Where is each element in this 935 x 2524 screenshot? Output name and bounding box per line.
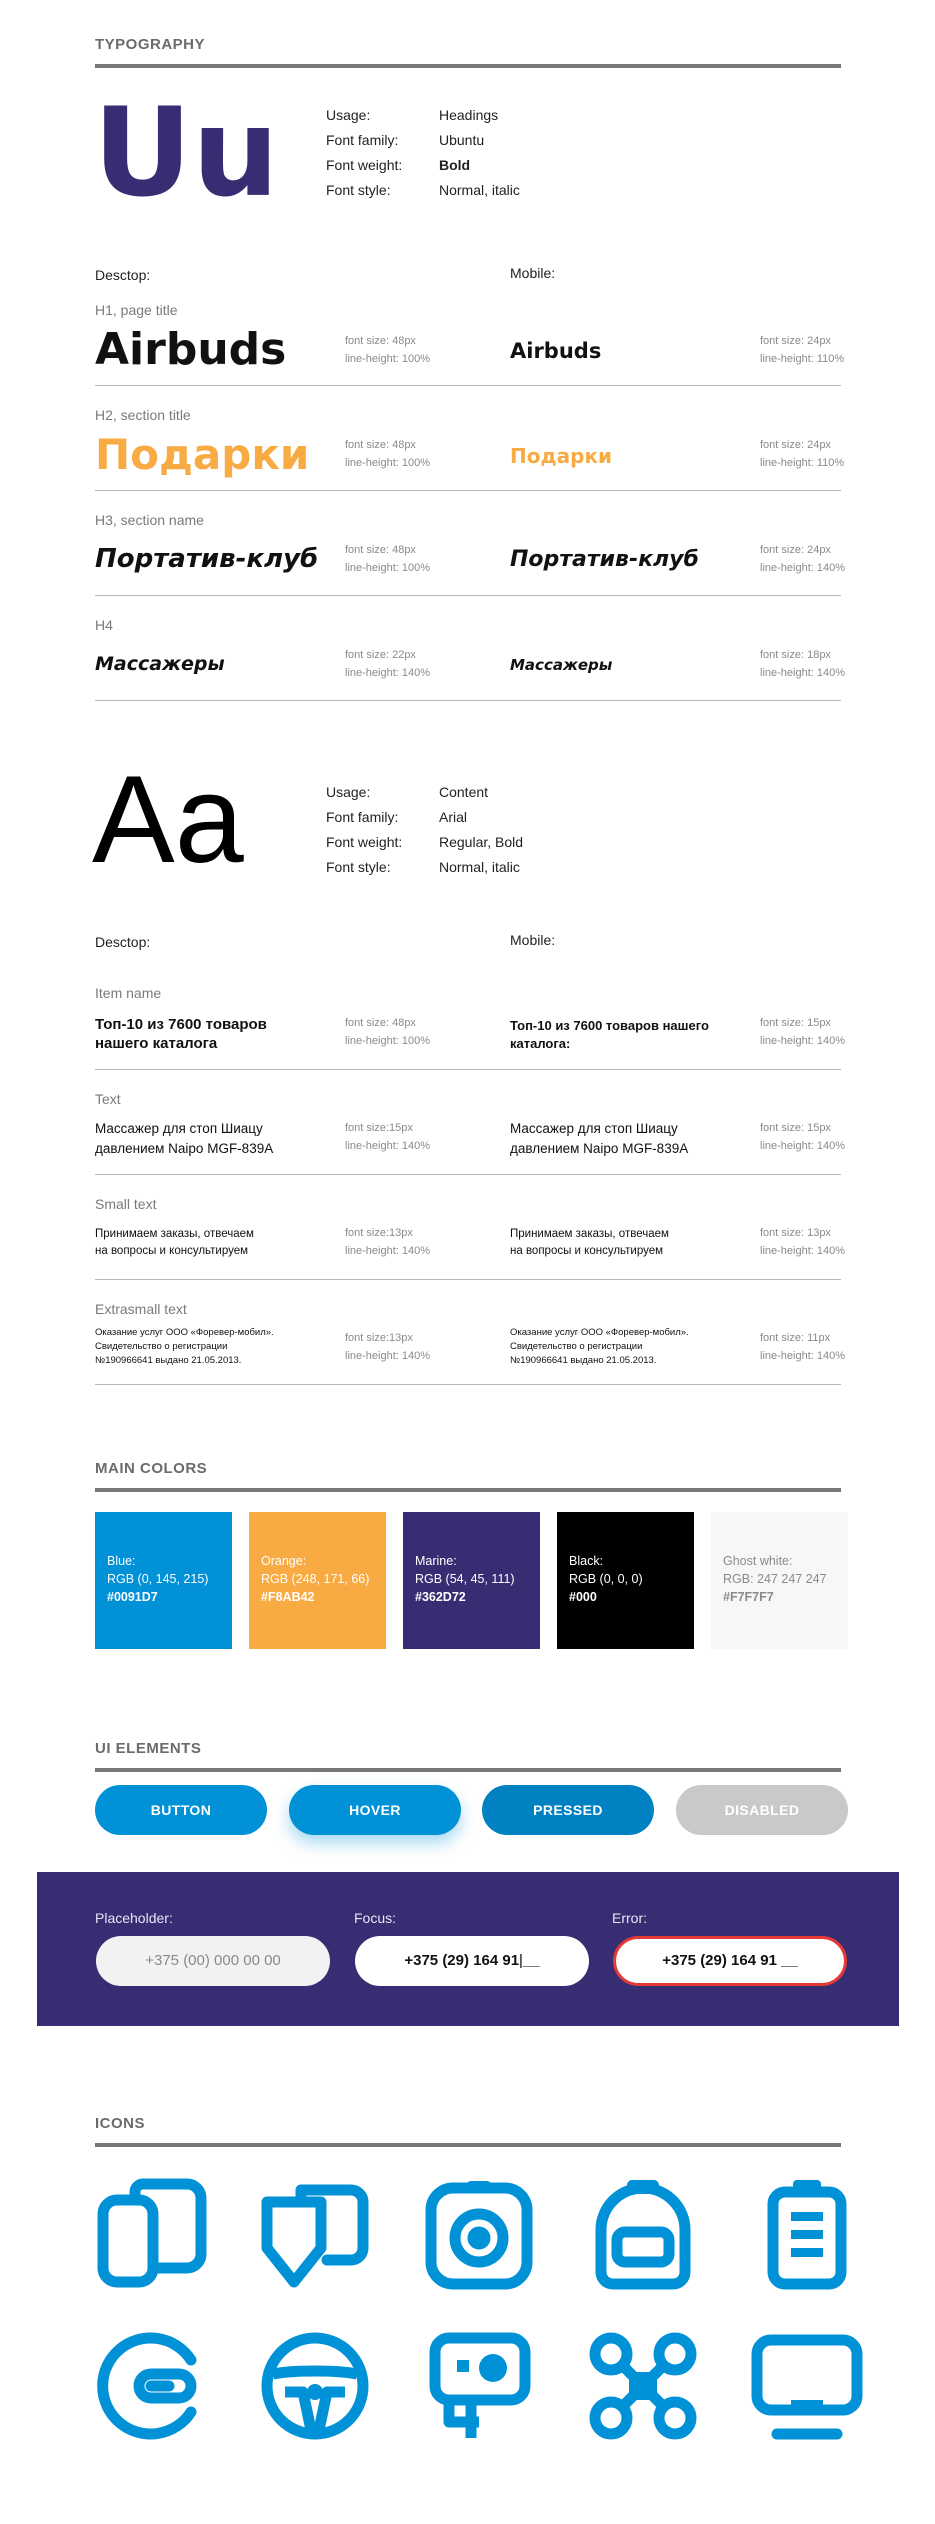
button-normal[interactable]: BUTTON: [95, 1785, 267, 1835]
h4-divider: [95, 700, 841, 701]
item-name-level-name: Item name: [95, 985, 162, 1001]
item-name-divider: [95, 1069, 841, 1070]
heading-desktop-label: Desctop:: [95, 267, 151, 283]
placeholder-field-label: Placeholder:: [95, 1910, 173, 1926]
extrasmall-text-mobile-meta: font size: 11px line-height: 140%: [760, 1332, 846, 1362]
battery-icon: [751, 2178, 863, 2290]
h4-mobile-meta: font size: 18px line-height: 140%: [760, 649, 846, 679]
text-mobile-meta: font size: 15px line-height: 140%: [760, 1122, 846, 1152]
heading-mobile-label: Mobile:: [510, 265, 556, 281]
button-pressed[interactable]: PRESSED: [482, 1785, 654, 1835]
text-desktop-meta: font size:15px line-height: 140%: [345, 1122, 431, 1152]
h1-mobile-sample: Airbuds: [510, 339, 602, 363]
h3-divider: [95, 595, 841, 596]
monitor-icon: [751, 2330, 863, 2442]
charger-cable-icon: [95, 2330, 207, 2442]
typography-section-title: TYPOGRAPHY: [95, 36, 206, 53]
h3-mobile-meta: font size: 24px line-height: 140%: [760, 544, 846, 574]
item-name-desktop-meta: font size: 48px line-height: 100%: [345, 1017, 431, 1047]
text-divider: [95, 1174, 841, 1175]
backpack-icon: [587, 2178, 699, 2290]
extrasmall-text-desktop-meta: font size:13px line-height: 140%: [345, 1332, 431, 1362]
h4-mobile-sample: Массажеры: [510, 656, 613, 674]
h2-divider: [95, 490, 841, 491]
h4-desktop-sample: Массажеры: [95, 653, 225, 675]
error-input[interactable]: +375 (29) 164 91 __: [613, 1936, 847, 1986]
item-name-mobile-meta: font size: 15px line-height: 140%: [760, 1017, 846, 1047]
extrasmall-text-divider: [95, 1384, 841, 1385]
h1-mobile-meta: font size: 24px line-height: 110%: [760, 335, 845, 365]
phone-cases-icon: [95, 2178, 207, 2290]
content-font-sample: Aa: [92, 751, 244, 889]
placeholder-input[interactable]: +375 (00) 000 00 00: [96, 1936, 330, 1986]
h4-desktop-meta: font size: 22px line-height: 140%: [345, 649, 431, 679]
action-camera-icon: [423, 2330, 535, 2442]
typography-divider: [95, 64, 841, 68]
extrasmall-text-level-name: Extrasmall text: [95, 1301, 187, 1317]
drone-icon: [587, 2330, 699, 2442]
small-text-desktop-meta: font size:13px line-height: 140%: [345, 1227, 431, 1257]
heading-font-sample: Uu: [93, 82, 279, 224]
h2-mobile-meta: font size: 24px line-height: 110%: [760, 439, 845, 469]
small-text-mobile-sample: Принимаем заказы, отвечаем на вопросы и консультируем: [510, 1228, 669, 1257]
focus-field-label: Focus:: [354, 1910, 397, 1926]
text-desktop-sample: Массажер для стоп Шиацу давлением Naipo MGF-839A: [95, 1121, 274, 1156]
button-hover[interactable]: HOVER: [289, 1785, 461, 1835]
colors-divider: [95, 1488, 841, 1492]
swatch-orange: Orange: RGB (248, 171, 66) #F8AB42: [249, 1512, 386, 1649]
colors-section-title: MAIN COLORS: [95, 1460, 208, 1477]
error-field-label: Error:: [612, 1910, 647, 1926]
item-name-desktop-sample: Топ-10 из 7600 товаров нашего каталога: [95, 1016, 267, 1052]
steering-wheel-icon: [259, 2330, 371, 2442]
extrasmall-text-desktop-sample: Оказание услуг ООО «Форевер-мобил». Свидетельство о регистрации №190966641 выдано 21.05.2013.: [95, 1327, 274, 1366]
speaker-icon: [423, 2178, 535, 2290]
input-fields-panel: [37, 1872, 899, 2026]
h2-desktop-sample: Подарки: [95, 430, 310, 479]
shield-case-icon: [259, 2178, 371, 2290]
h1-name: H1, page title: [95, 302, 178, 318]
swatch-ghost-white: Ghost white: RGB: 247 247 247 #F7F7F7: [711, 1512, 848, 1649]
button-disabled: DISABLED: [676, 1785, 848, 1835]
text-level-name: Text: [95, 1091, 121, 1107]
text-mobile-sample: Массажер для стоп Шиацу давлением Naipo MGF-839A: [510, 1121, 689, 1156]
h3-desktop-sample: Портатив-клуб: [95, 544, 319, 574]
small-text-desktop-sample: Принимаем заказы, отвечаем на вопросы и консультируем: [95, 1228, 254, 1257]
focus-input[interactable]: +375 (29) 164 91|__: [355, 1936, 589, 1986]
small-text-mobile-meta: font size: 13px line-height: 140%: [760, 1227, 846, 1257]
item-name-mobile-sample: Топ-10 из 7600 товаров нашего каталога:: [510, 1018, 709, 1051]
h2-name: H2, section title: [95, 407, 191, 423]
h1-desktop-meta: font size: 48px line-height: 100%: [345, 335, 431, 365]
h4-name: H4: [95, 617, 113, 633]
content-desktop-label: Desctop:: [95, 934, 151, 950]
ui-divider: [95, 1768, 841, 1772]
swatch-marine: Marine: RGB (54, 45, 111) #362D72: [403, 1512, 540, 1649]
ui-section-title: UI ELEMENTS: [95, 1740, 202, 1757]
h1-desktop-sample: Airbuds: [95, 324, 287, 375]
h2-desktop-meta: font size: 48px line-height: 100%: [345, 439, 431, 469]
h3-desktop-meta: font size: 48px line-height: 100%: [345, 544, 431, 574]
swatch-blue: Blue: RGB (0, 145, 215) #0091D7: [95, 1512, 232, 1649]
content-mobile-label: Mobile:: [510, 932, 556, 948]
small-text-divider: [95, 1279, 841, 1280]
icons-divider: [95, 2143, 841, 2147]
h1-divider: [95, 385, 841, 386]
swatch-black: Black: RGB (0, 0, 0) #000: [557, 1512, 694, 1649]
h2-mobile-sample: Подарки: [510, 444, 613, 468]
h3-name: H3, section name: [95, 512, 204, 528]
h3-mobile-sample: Портатив-клуб: [510, 547, 699, 572]
small-text-level-name: Small text: [95, 1196, 157, 1212]
extrasmall-text-mobile-sample: Оказание услуг ООО «Форевер-мобил». Свидетельство о регистрации №190966641 выдано 21.05.2013.: [510, 1327, 689, 1366]
icons-section-title: ICONS: [95, 2115, 146, 2132]
